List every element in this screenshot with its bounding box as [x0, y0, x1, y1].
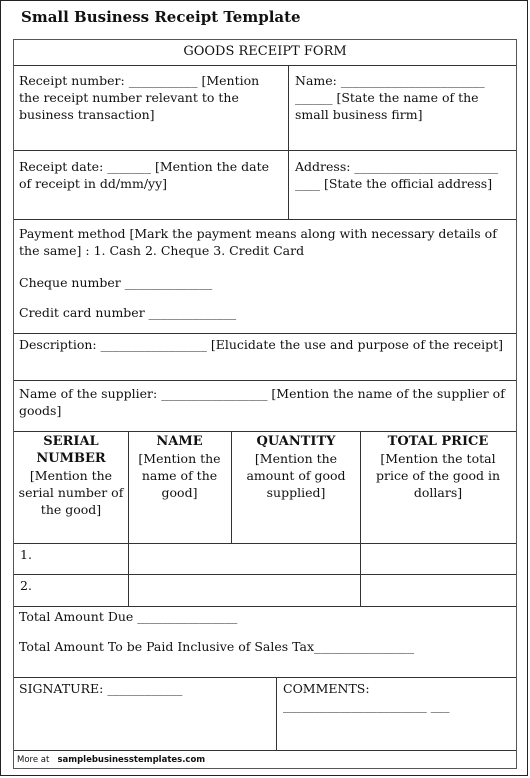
table-row: 2.	[20, 578, 32, 593]
goods-receipt-form	[13, 39, 517, 769]
footer-site-link[interactable]: samplebusinesstemplates.com	[57, 755, 206, 765]
column-quantity: QUANTITY [Mention the amount of good supplied]	[246, 434, 346, 500]
column-total-price: TOTAL PRICE [Mention the total price of the good in dollars]	[376, 434, 500, 500]
supplier-field: Name of the supplier: _________________ [Mention the name of the supplier of goods]	[19, 386, 505, 418]
address-field: Address: _______________________ ____ [State the official address]	[295, 159, 499, 191]
document-title: Small Business Receipt Template	[21, 8, 301, 26]
cheque-number-field: Cheque number ______________	[19, 275, 213, 290]
table-row: 1.	[20, 547, 32, 562]
divider	[14, 65, 516, 66]
total-with-tax-field: Total Amount To be Paid Inclusive of Sales Tax________________	[19, 639, 415, 654]
total-amount-due-field: Total Amount Due ________________	[19, 609, 238, 624]
credit-card-number-field: Credit card number ______________	[19, 305, 237, 320]
column-serial-number: SERIAL NUMBER [Mention the serial number of the good]	[18, 434, 124, 517]
receipt-number-field: Receipt number: ___________ [Mention the receipt number relevant to the business transaction]	[19, 73, 260, 122]
signature-field: SIGNATURE: ____________	[19, 681, 183, 696]
comments-field: COMMENTS: _______________________ ___	[283, 681, 450, 713]
form-header: GOODS RECEIPT FORM	[183, 44, 347, 59]
payment-method-field: Payment method [Mark the payment means along with necessary details of the same] : 1. Cash 2. Cheque 3. Credit Card	[19, 226, 497, 258]
footer-credit: More at samplebusinesstemplates.com	[17, 755, 206, 765]
column-name: NAME [Mention the name of the good]	[138, 434, 221, 500]
name-field: Name: _______________________ ______ [State the name of the small business firm]	[295, 73, 485, 122]
description-field: Description: _________________ [Elucidate the use and purpose of the receipt]	[19, 337, 504, 352]
receipt-date-field: Receipt date: _______ [Mention the date of receipt in dd/mm/yy]	[19, 159, 269, 191]
